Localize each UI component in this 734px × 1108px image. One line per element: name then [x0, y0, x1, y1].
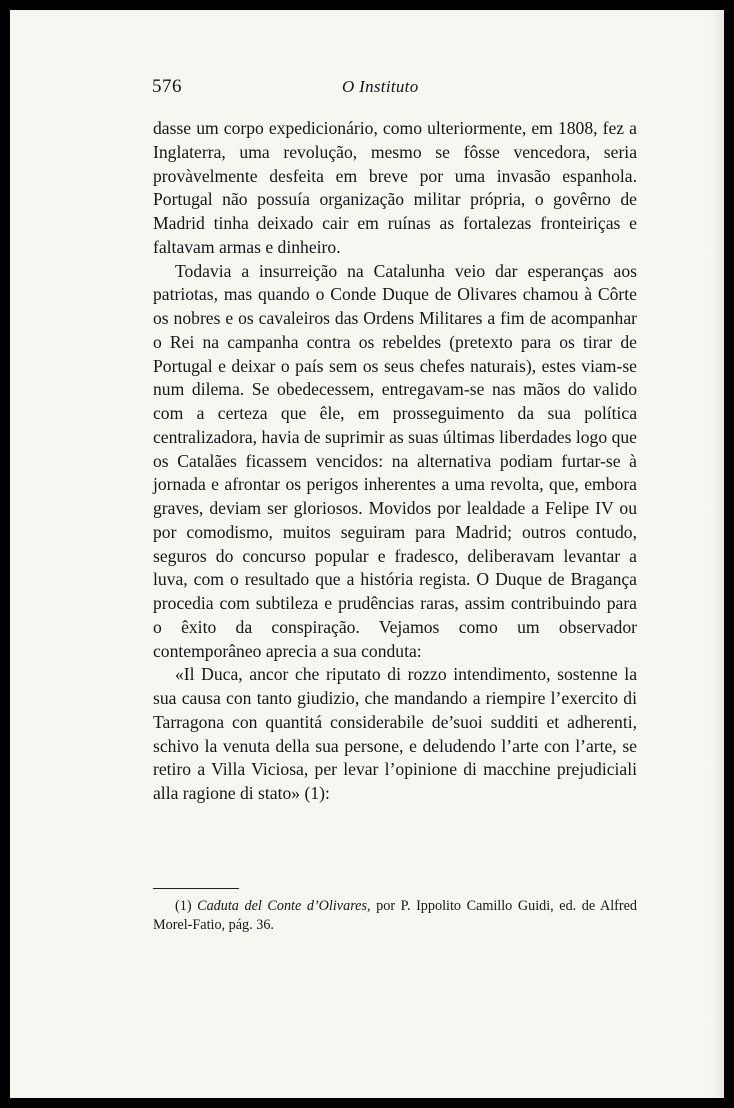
page-header: [152, 76, 636, 104]
footnote: [153, 897, 637, 935]
paragraph-1: dasse um corpo expedicionário, como ulteriormente, em 1808, fez a Inglaterra, uma revolução, mesmo se fôsse vencedora, seria provàvelmente desfeita em breve por uma invasão espanhola. Portugal não possuía organização militar própria, o govêrno de Madrid tinha deixado cair em ruínas as fortalezas fronteiriças e faltavam armas e dinheiro.: [153, 118, 637, 257]
paragraph-2: Todavia a insurreição na Catalunha veio dar esperanças aos patriotas, mas quando o Conde Duque de Olivares chamou à Côrte os nobres e os cavaleiros das Ordens Militares a fim de acompanhar o Rei na campanha contra os rebeldes (pretexto para os tirar de Portugal e deixar o país sem os seus chefes naturais), estes viam-se num dilema. Se obedecessem, entregavam-se nas mãos do valido com a certeza que êle, em prosseguimento da sua política centralizadora, havia de suprimir as suas últimas liberdades logo que os Catalães ficassem vencidos: na alternativa podiam furtar-se à jornada e afrontar os perigos inherentes a uma revolta, que, embora graves, deviam ser gloriosos. Movidos por lealdade a Felipe IV ou por comodismo, muitos seguiram para Madrid; outros contudo, seguros do concurso popular e fradesco, deliberavam levantar a luva, com o resultado que a história regista. O Duque de Bragança procedia com subtileza e prudências raras, assim contribuindo para o êxito da conspiração. Vejamos como um observador contemporâneo aprecia a sua conduta:: [153, 260, 637, 661]
footnote-work-title: Caduta del Conte d’Olivares,: [197, 898, 371, 914]
body-text: [153, 117, 637, 806]
page-number: 576: [152, 76, 182, 97]
book-page: [10, 10, 724, 1098]
footnote-text: por P. Ippolito Camillo Guidi, ed. de Alfred Morel-Fatio, pág. 36.: [153, 898, 638, 933]
paragraph-3-quotation: «Il Duca, ancor che riputato di rozzo intendimento, sostenne la sua causa con tanto giudizio, che mandando a riempire l’exercito di Tarragona con quantitá considerabile de’suoi sudditi et adherenti, schivo la venuta della sua persone, e deludendo l’arte con l’arte, se retiro a Villa Viciosa, per levar l’opinione di macchine prejudiciali alla ragione di stato» (1):: [153, 664, 637, 803]
footnote-marker: (1): [175, 898, 192, 914]
footnote-entry: [153, 897, 637, 935]
running-title: O Instituto: [342, 77, 419, 96]
footnote-divider: [153, 888, 239, 889]
